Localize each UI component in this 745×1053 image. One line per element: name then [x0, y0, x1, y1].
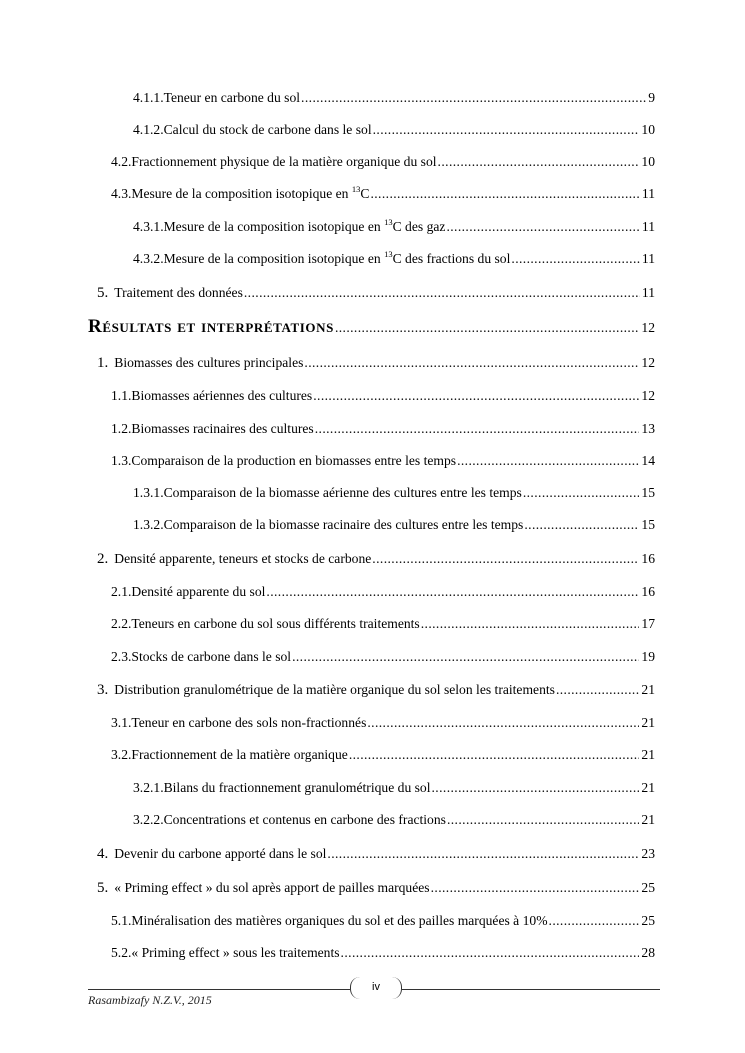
dot-leader [524, 516, 639, 534]
toc-entry-2-3[interactable] [111, 648, 655, 666]
toc-entry-page: 21 [641, 780, 655, 795]
dot-leader [304, 354, 639, 372]
dot-leader [511, 250, 640, 268]
dot-leader [244, 284, 640, 302]
toc-entry-5-1[interactable] [111, 912, 655, 930]
toc-entry-number: 2.2. [111, 616, 132, 631]
toc-entry-2-1[interactable] [111, 583, 655, 601]
toc-entry-title: Mesure de la composition isotopique en $^{13}$C des gaz [163, 217, 446, 234]
dot-leader [349, 746, 640, 764]
toc-entry-page: 11 [641, 186, 655, 201]
toc-chapter-resultats[interactable] [88, 318, 655, 337]
dot-leader [313, 387, 639, 405]
footer-author: Rasambizafy N.Z.V., 2015 [88, 993, 212, 1007]
dot-leader [523, 484, 640, 502]
toc-entry-title: « Priming effect » du sol après apport de pailles marquées [114, 880, 430, 895]
toc-entry-page: 10 [641, 154, 655, 169]
toc-entry-4-1-1[interactable] [133, 89, 655, 107]
footer-page-number-box [350, 977, 402, 1001]
dot-leader [370, 185, 639, 203]
toc-entry-page: 11 [641, 219, 655, 234]
dot-leader [447, 811, 639, 829]
toc-entry-number: 4.1.2. [133, 122, 164, 137]
toc-entry-page: 21 [641, 715, 655, 730]
dot-leader [341, 944, 640, 962]
toc-entry-title: Fractionnement de la matière organique [131, 747, 348, 762]
dot-leader [457, 452, 639, 470]
toc-entry-page: 12 [641, 320, 655, 335]
toc-entry-1-2[interactable] [111, 420, 655, 438]
toc-entry-number: 2.1. [111, 584, 132, 599]
dot-leader [367, 714, 639, 732]
toc-entry-number: 1.3. [111, 453, 132, 468]
toc-entry-page: 21 [641, 812, 655, 827]
toc-entry-title: Distribution granulométrique de la matière organique du sol selon les traitements [114, 682, 555, 697]
toc-entry-4-3[interactable] [111, 185, 655, 203]
dot-leader [327, 845, 639, 863]
toc-entry-page: 15 [641, 517, 655, 532]
toc-entry-title: Minéralisation des matières organiques du sol et des pailles marquées à 10% [131, 913, 548, 928]
toc-entry-title: Comparaison de la biomasse aérienne des cultures entre les temps [163, 485, 522, 500]
toc-entry-number: 1.3.2. [133, 517, 164, 532]
toc-entry-title: Stocks de carbone dans le sol [131, 649, 292, 664]
dot-leader [372, 550, 639, 568]
toc-entry-page: 25 [641, 880, 655, 895]
dot-leader [301, 89, 646, 107]
toc-entry-page: 10 [641, 122, 655, 137]
toc-entry-3[interactable] [97, 681, 655, 699]
toc-entry-page: 17 [641, 616, 655, 631]
toc-entry-page: 9 [648, 90, 655, 105]
dot-leader [266, 583, 639, 601]
toc-entry-title: Fractionnement physique de la matière organique du sol [131, 154, 437, 169]
toc-entry-1-3-1[interactable] [133, 484, 655, 502]
toc-entry-4-1-2[interactable] [133, 121, 655, 139]
dot-leader [549, 912, 640, 930]
dot-leader [292, 648, 639, 666]
toc-entry-page: 13 [641, 421, 655, 436]
left-brace-icon [350, 977, 361, 999]
toc-entry-3-1[interactable] [111, 714, 655, 732]
toc-entry-page: 11 [641, 285, 655, 300]
toc-entry-page: 11 [641, 251, 655, 266]
toc-entry-number: 5. [97, 285, 109, 301]
toc-entry-page: 21 [641, 747, 655, 762]
toc-entry-number: 3. [97, 682, 109, 698]
toc-entry-page: 16 [641, 551, 655, 566]
toc-entry-title: Calcul du stock de carbone dans le sol [163, 122, 372, 137]
toc-entry-title: Comparaison de la biomasse racinaire des cultures entre les temps [163, 517, 524, 532]
toc-chapter-title: Résultats et interprétations [88, 316, 334, 337]
toc-entry-3-2-1[interactable] [133, 779, 655, 797]
toc-entry-number: 1.2. [111, 421, 132, 436]
toc-entry-number: 4.1.1. [133, 90, 164, 105]
dot-leader [335, 319, 639, 337]
dot-leader [438, 153, 640, 171]
toc-entry-title: Teneur en carbone du sol [163, 90, 301, 105]
toc-entry-1-3-2[interactable] [133, 516, 655, 534]
toc-entry-number: 1.3.1. [133, 485, 164, 500]
toc-entry-number: 5. [97, 880, 109, 896]
toc-entry-title: Biomasses aériennes des cultures [131, 388, 313, 403]
toc-entry-title: « Priming effect » sous les traitements [131, 945, 340, 960]
toc-entry-number: 4.3.2. [133, 251, 164, 266]
toc-entry-number: 1.1. [111, 388, 132, 403]
toc-entry-1-1[interactable] [111, 387, 655, 405]
toc-entry-2-2[interactable] [111, 615, 655, 633]
toc-entry-title: Mesure de la composition isotopique en $^{13}$C [131, 184, 370, 201]
toc-entry-1-3[interactable] [111, 452, 655, 470]
toc-entry-4-3-2[interactable] [133, 250, 655, 268]
toc-entry-5-2[interactable] [111, 944, 655, 962]
toc-entry-2[interactable] [97, 550, 655, 568]
toc-entry-title: Biomasses des cultures principales [114, 355, 304, 370]
toc-entry-title: Teneur en carbone des sols non-fractionnés [131, 715, 367, 730]
toc-entry-3-2[interactable] [111, 746, 655, 764]
toc-entry-page: 14 [641, 453, 655, 468]
toc-entry-page: 16 [641, 584, 655, 599]
toc-entry-number: 4.3. [111, 186, 132, 201]
toc-entry-title: Concentrations et contenus en carbone des fractions [163, 812, 446, 827]
toc-entry-title: Devenir du carbone apporté dans le sol [114, 846, 327, 861]
dot-leader [556, 681, 639, 699]
toc-entry-page: 23 [641, 846, 655, 861]
toc-entry-title: Teneurs en carbone du sol sous différents traitements [131, 616, 420, 631]
toc-entry-number: 4.2. [111, 154, 132, 169]
toc-entry-number: 1. [97, 355, 109, 371]
toc-entry-number: 4.3.1. [133, 219, 164, 234]
dot-leader [432, 779, 640, 797]
toc-entry-4-2[interactable] [111, 153, 655, 171]
toc-entry-number: 4. [97, 846, 109, 862]
toc-entry-title: Comparaison de la production en biomasses entre les temps [131, 453, 457, 468]
toc-entry-page: 28 [641, 945, 655, 960]
toc-entry-number: 3.2.1. [133, 780, 164, 795]
toc-entry-page: 12 [641, 388, 655, 403]
toc-entry-5[interactable] [97, 284, 655, 302]
toc-entry-4-3-1[interactable] [133, 218, 655, 236]
toc-entry-page: 12 [641, 355, 655, 370]
toc-entry-page: 25 [641, 913, 655, 928]
toc-entry-number: 3.1. [111, 715, 132, 730]
toc-entry-title: Traitement des données [114, 285, 243, 300]
toc-entry-title: Bilans du fractionnement granulométrique du sol [163, 780, 431, 795]
dot-leader [431, 879, 640, 897]
toc-entry-number: 2.3. [111, 649, 132, 664]
toc-entry-number: 5.1. [111, 913, 132, 928]
toc-entry-number: 5.2. [111, 945, 132, 960]
toc-entry-title: Densité apparente, teneurs et stocks de carbone [114, 551, 372, 566]
toc-entry-3-2-2[interactable] [133, 811, 655, 829]
toc-entry-number: 2. [97, 551, 109, 567]
dot-leader [315, 420, 640, 438]
toc-entry-page: 15 [641, 485, 655, 500]
toc-entry-number: 3.2. [111, 747, 132, 762]
toc-entry-page: 21 [641, 682, 655, 697]
toc-entry-title: Densité apparente du sol [131, 584, 266, 599]
toc-entry-title: Mesure de la composition isotopique en $^{13}$C des fractions du sol [163, 249, 511, 266]
toc-entry-4[interactable] [97, 845, 655, 863]
toc-entry-number: 3.2.2. [133, 812, 164, 827]
dot-leader [446, 218, 639, 236]
toc-entry-page: 19 [641, 649, 655, 664]
toc-entry-title: Biomasses racinaires des cultures [131, 421, 314, 436]
dot-leader [421, 615, 640, 633]
toc-entry-1[interactable] [97, 354, 655, 372]
dot-leader [373, 121, 640, 139]
toc-entry-5-priming[interactable] [97, 879, 655, 897]
right-brace-icon [391, 977, 402, 999]
footer-page-number: iv [372, 981, 380, 993]
